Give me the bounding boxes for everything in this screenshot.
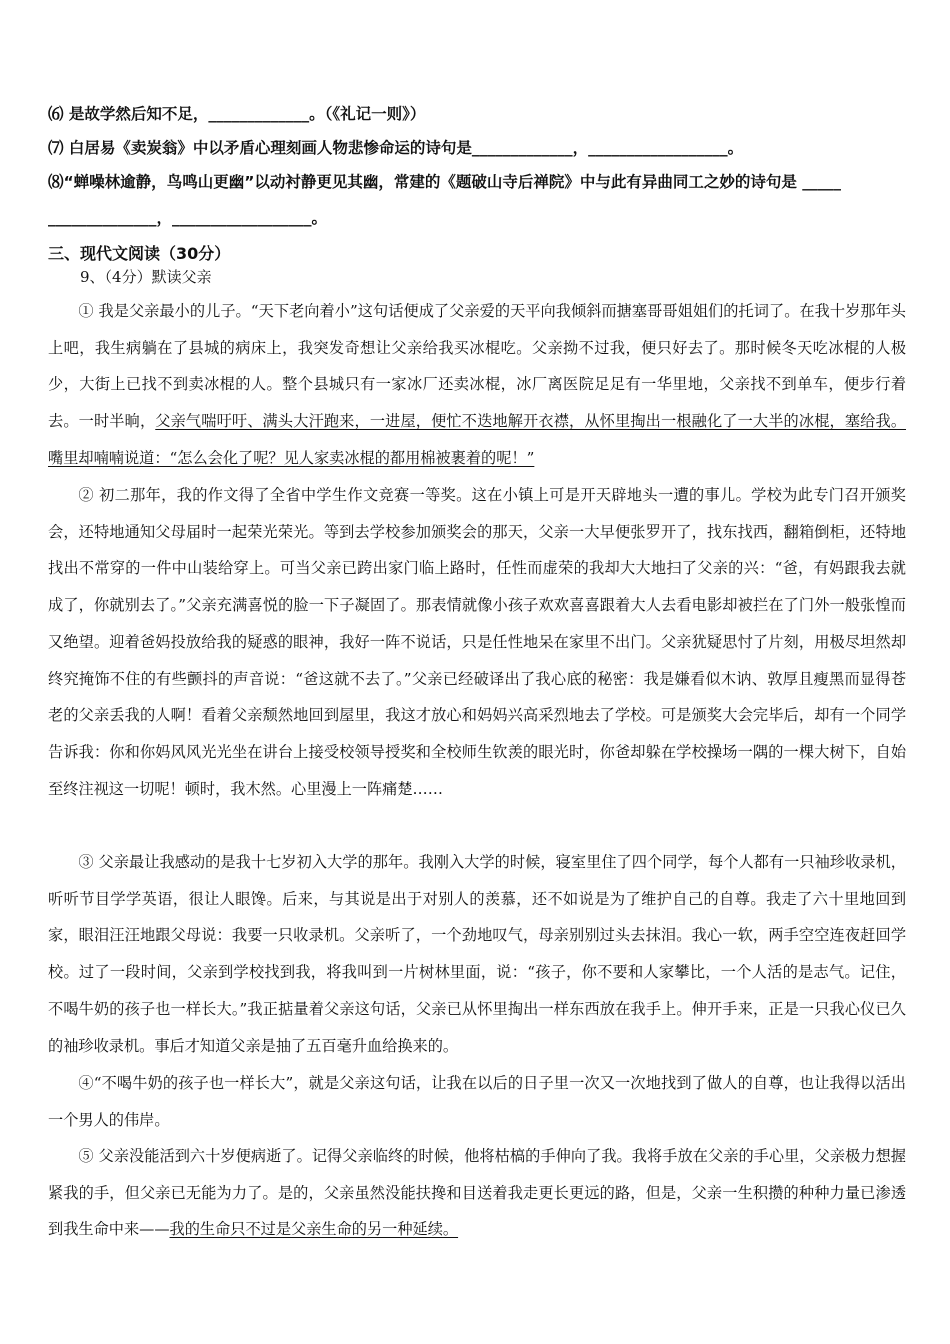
article-paragraph-2: ② 初二那年，我的作文得了全省中学生作文竞赛一等奖。这在小镇上可是开天辟地头一遭的事儿。学校为此专门召开颁奖会，还特地通知父母届时一起荣光荣光。等到去学校参加颁奖会的那天，父亲一大早便张罗开了，找东找西，翻箱倒柜，还特地找出不常穿的一件中山装给穿上。可当父亲已跨出家门临上路时，任性而虚荣的我却大大地扫了父亲的兴：“爸，有妈跟我去就成了，你就别去了。”父亲充满喜悦的脸一下子凝固了。那表情就像小孩子欢欢喜喜跟着大人去看电影却被拦在了门外一般张惶而又绝望。迎着爸妈投放给我的疑惑的眼神，我好一阵不说话，只是任性地呆在家里不出门。父亲犹疑思忖了片刻，用极尽坦然却终究掩饰不住的有些颤抖的声音说：“爸这就不去了。”父亲已经破译出了我心底的秘密：我是嫌看似木讷、敦厚且瘦黑而显得苍老的父亲丢我的人啊！看着父亲颓然地回到屋里，我这才放心和妈妈兴高采烈地去了学校。可是颁奖大会完毕后，却有一个同学告诉我：你和你妈风风光光坐在讲台上接受校领导授奖和全校师生钦羡的眼光时，你爸却躲在学校操场一隅的一棵大树下，自始至终注视这一切呢！顿时，我木然。心里漫上一阵痛楚…… bbox=[48, 486, 906, 798]
question-7-comma: ， bbox=[572, 139, 589, 157]
question-9-title: 9、（4分）默读父亲 bbox=[80, 268, 212, 286]
question-8 bbox=[48, 172, 918, 192]
question-7-text: ⑺ 白居易《卖炭翁》中以矛盾心理刻画人物悲惨命运的诗句是 bbox=[48, 139, 472, 157]
article-paragraph-3: ③ 父亲最让我感动的是我十七岁初入大学的那年。我刚入大学的时候，寝室里住了四个同学，每个人都有一只袖珍收录机，听听节目学学英语，很让人眼馋。后来，与其说是出于对别人的羡慕，还不如说是为了维护自己的自尊。我走了六十里地回到家，眼泪汪汪地跟父母说：我要一只收录机。父亲听了，一个劲地叹气，母亲别别过头去抹泪。我心一软，两手空空连夜赶回学校。过了一段时间，父亲到学校找到我，将我叫到一片树林里面，说：“孩子，你不要和人家攀比，一个人活的是志气。记住，不喝牛奶的孩子也一样长大。”我正掂量着父亲这句话，父亲已从怀里掏出一样东西放在我手上。伸开手来，正是一只我心仪已久的袖珍收录机。事后才知道父亲是抽了五百毫升血给换来的。 bbox=[48, 853, 906, 1055]
question-8-blank-0[interactable]: _____ bbox=[802, 173, 842, 191]
paragraph-1-text: ① 我是父亲最小的儿子。“天下老向着小”这句话便成了父亲爱的天平向我倾斜而搪塞哥哥姐姐们的托词了。在我十岁那年头上吧，我生病躺在了县城的病床上，我突发奇想让父亲给我买冰棍吃。父亲拗不过我，便只好去了。那时候冬天吃冰棍的人极少，大街上已找不到卖冰棍的人。整个县城只有一家冰厂还卖冰棍，冰厂离医院足足有一华里地，父亲找不到单车，便步行着去。一时半晌， bbox=[48, 302, 906, 431]
article-paragraph-1 bbox=[48, 293, 906, 477]
section-title: 三、现代文阅读（30分） bbox=[48, 244, 231, 263]
question-8-text: ⑻“蝉噪林逾静，鸟鸣山更幽”以动衬静更见其幽，常建的《题破山寺后禅院》中与此有异曲同工之妙的诗句是 bbox=[48, 173, 797, 191]
paragraph-5-underlined: 我的生命只不过是父亲生命的另一种延续。 bbox=[169, 1220, 459, 1239]
paragraph-1-underlined: 父亲气喘吁吁、满头大汗跑来，一进屋，便忙不迭地解开衣襟，从怀里掏出一根融化了一大半的冰棍，塞给我。嘴里却喃喃说道：“怎么会化了呢？见人家卖冰棍的都用棉被裹着的呢！” bbox=[48, 412, 907, 467]
article-paragraph-4: ④“不喝牛奶的孩子也一样长大”，就是父亲这句话，让我在以后的日子里一次又一次地找到了做人的自尊，也让我得以活出一个男人的伟岸。 bbox=[48, 1074, 906, 1129]
question-7 bbox=[48, 138, 918, 158]
question-8-comma: ， bbox=[156, 209, 173, 227]
article-paragraph-5 bbox=[48, 1138, 906, 1248]
paragraph-5-text: ⑤ 父亲没能活到六十岁便病逝了。记得父亲临终的时候，他将枯槁的手伸向了我。我将手放在父亲的手心里，父亲极力想握紧我的手，但父亲已无能为力了。是的，父亲虽然没能扶搀和目送着我走更长更远的路，但是，父亲一生积攒的种种力量已渗透到我生命中来—— bbox=[48, 1147, 906, 1239]
question-7-blank-1[interactable]: _____________ bbox=[471, 139, 573, 157]
question-8-end: 。 bbox=[311, 209, 328, 227]
question-8-blank-2[interactable]: __________________ bbox=[172, 209, 312, 227]
question-6-text: ⑹ 是故学然后知不足， bbox=[48, 105, 209, 123]
question-6 bbox=[48, 104, 918, 124]
question-8-blank-1[interactable]: ______________ bbox=[48, 209, 157, 227]
question-8-continued bbox=[48, 208, 918, 228]
question-7-blank-2[interactable]: __________________ bbox=[588, 139, 728, 157]
question-7-end: 。 bbox=[727, 139, 744, 157]
question-6-blank[interactable]: _____________ bbox=[208, 105, 310, 123]
question-6-source: 。（《礼记一则》） bbox=[309, 105, 426, 123]
